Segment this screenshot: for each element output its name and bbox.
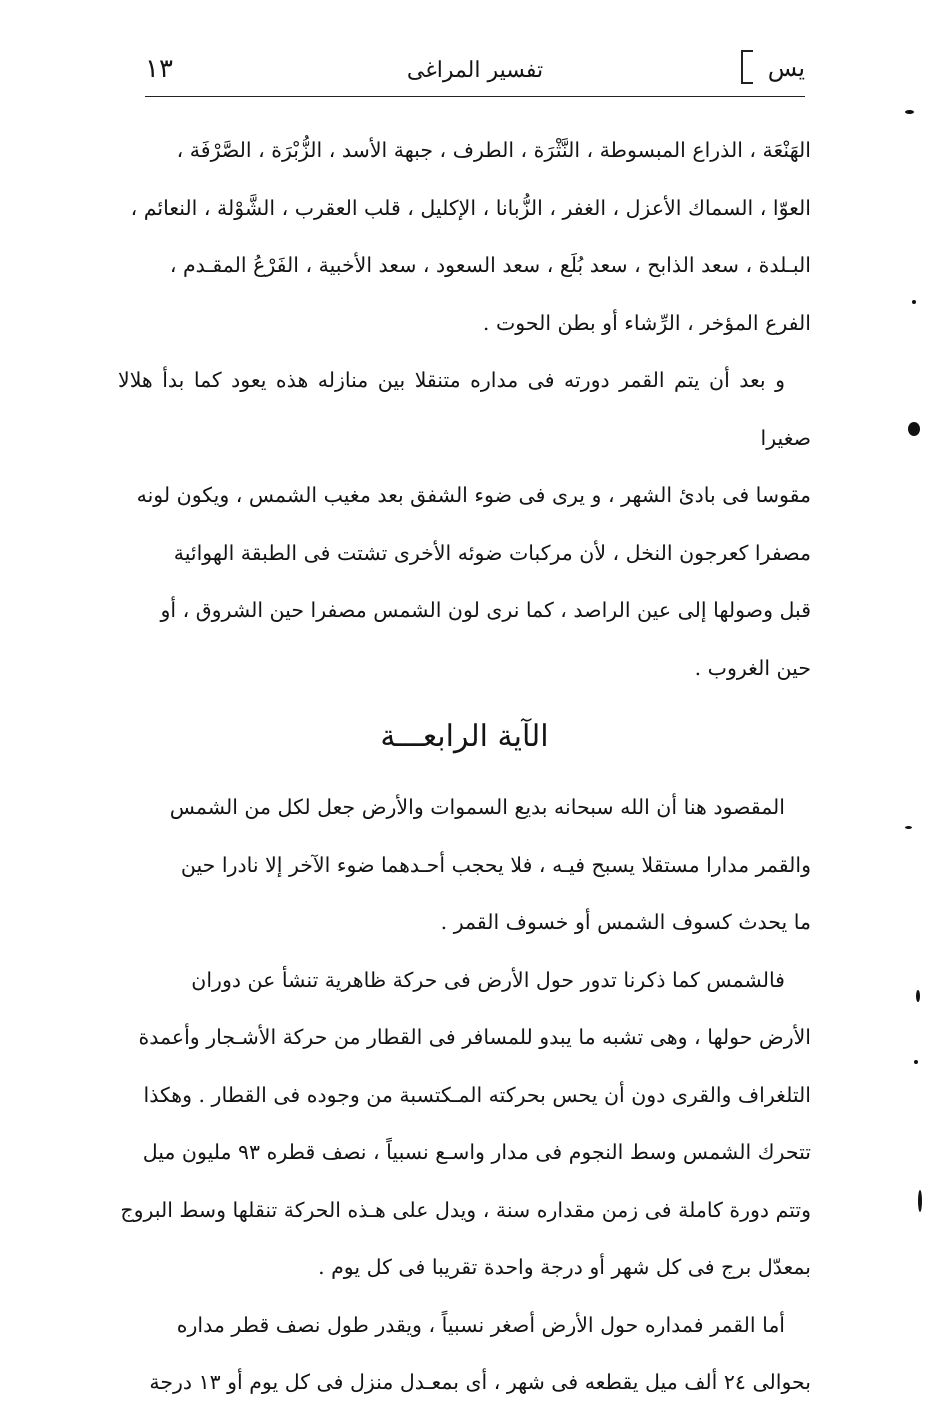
moon-cycle-paragraph — [118, 352, 811, 697]
header-bracket — [741, 50, 753, 84]
text-line: المقصود هنا أن الله سبحانه بديع السموات والأرض جعل لكل من الشمس — [169, 795, 785, 819]
page-body — [118, 122, 811, 1412]
text-line: البـلدة ، سعد الذابح ، سعد بُلَع ، سعد السعود ، سعد الأخبية ، الفَرْعُ المقـدم ، — [169, 253, 811, 277]
text-line: قبل وصولها إلى عين الراصد ، كما نرى لون الشمس مصفرا حين الشروق ، أو — [160, 598, 811, 622]
scan-speck — [905, 110, 914, 114]
text-line: أما القمر فمداره حول الأرض أصغر نسبياً ، ويقدر طول نصف قطر مداره — [176, 1312, 785, 1337]
mansions-list-paragraph — [118, 122, 811, 352]
text-line: بمعدّل برج فى كل شهر أو درجة واحدة تقريبا فى كل يوم . — [318, 1255, 811, 1279]
running-title: تفسير المراغى — [406, 58, 544, 83]
scan-speck — [914, 1060, 918, 1064]
text-line: ما يحدث كسوف الشمس أو خسوف القمر . — [440, 910, 811, 934]
purpose-paragraph — [118, 779, 811, 952]
text-line: وتتم دورة كاملة فى زمن مقداره سنة ، ويدل على هـذه الحركة تنقلها وسط البروج — [120, 1197, 811, 1222]
scan-speck — [905, 826, 912, 829]
surah-name: يس — [767, 54, 805, 82]
text-line: العوّا ، السماك الأعزل ، الغفر ، الزُّبانا ، الإكليل ، قلب العقرب ، الشَّوْلة ، النعائم ، — [130, 195, 811, 220]
text-line: الفرع المؤخر ، الرِّشاء أو بطن الحوت . — [482, 310, 811, 335]
sun-motion-paragraph — [118, 952, 811, 1297]
scan-speck — [912, 300, 916, 304]
text-line: والقمر مدارا مستقلا يسبح فيـه ، فلا يحجب أحـدهما ضوء الآخر إلا نادرا حين — [180, 852, 811, 877]
text-line: و بعد أن يتم القمر دورته فى مداره متنقلا بين منازله هذه يعود كما بدأ هلالا صغيرا — [118, 368, 811, 450]
text-line: الهَنْعَة ، الذراع المبسوطة ، النَّثْرَة ، الطرف ، جبهة الأسد ، الزُّبْرَة ، الصَّرْفَة ، — [176, 138, 811, 162]
text-line: التلغراف والقرى دون أن يحس بحركته المـكتسبة من وجوده فى القطار . وهكذا — [143, 1082, 811, 1107]
text-line: تتحرك الشمس وسط النجوم فى مدار واسـع نسبياً ، نصف قطره ٩٣ مليون ميل — [142, 1140, 811, 1164]
section-heading: الآية الرابعـــة — [380, 719, 549, 754]
text-line: حين الغروب . — [694, 655, 811, 680]
running-header — [145, 48, 805, 97]
text-line: الأرض حولها ، وهى تشبه ما يبدو للمسافر فى القطار من حركة الأشـجار وأعمدة — [138, 1025, 811, 1049]
text-line: فالشمس كما ذكرنا تدور حول الأرض فى حركة ظاهرية تنشأ عن دوران — [191, 967, 785, 992]
scan-speck — [916, 990, 920, 1002]
text-line: مصفرا كعرجون النخل ، لأن مركبات ضوئه الأخرى تشتت فى الطبقة الهوائية — [173, 540, 811, 565]
text-line: مقوسا فى بادئ الشهر ، و يرى فى ضوء الشفق بعد مغيب الشمس ، ويكون لونه — [136, 483, 811, 507]
scan-speck — [918, 1190, 922, 1212]
moon-orbit-paragraph — [118, 1297, 811, 1412]
text-line: بحوالى ٢٤ ألف ميل يقطعه فى شهر ، أى بمعـدل منزل فى كل يوم أو ١٣ درجة — [149, 1370, 811, 1394]
page-number: ١٣ — [145, 54, 173, 84]
scan-speck — [908, 422, 920, 436]
